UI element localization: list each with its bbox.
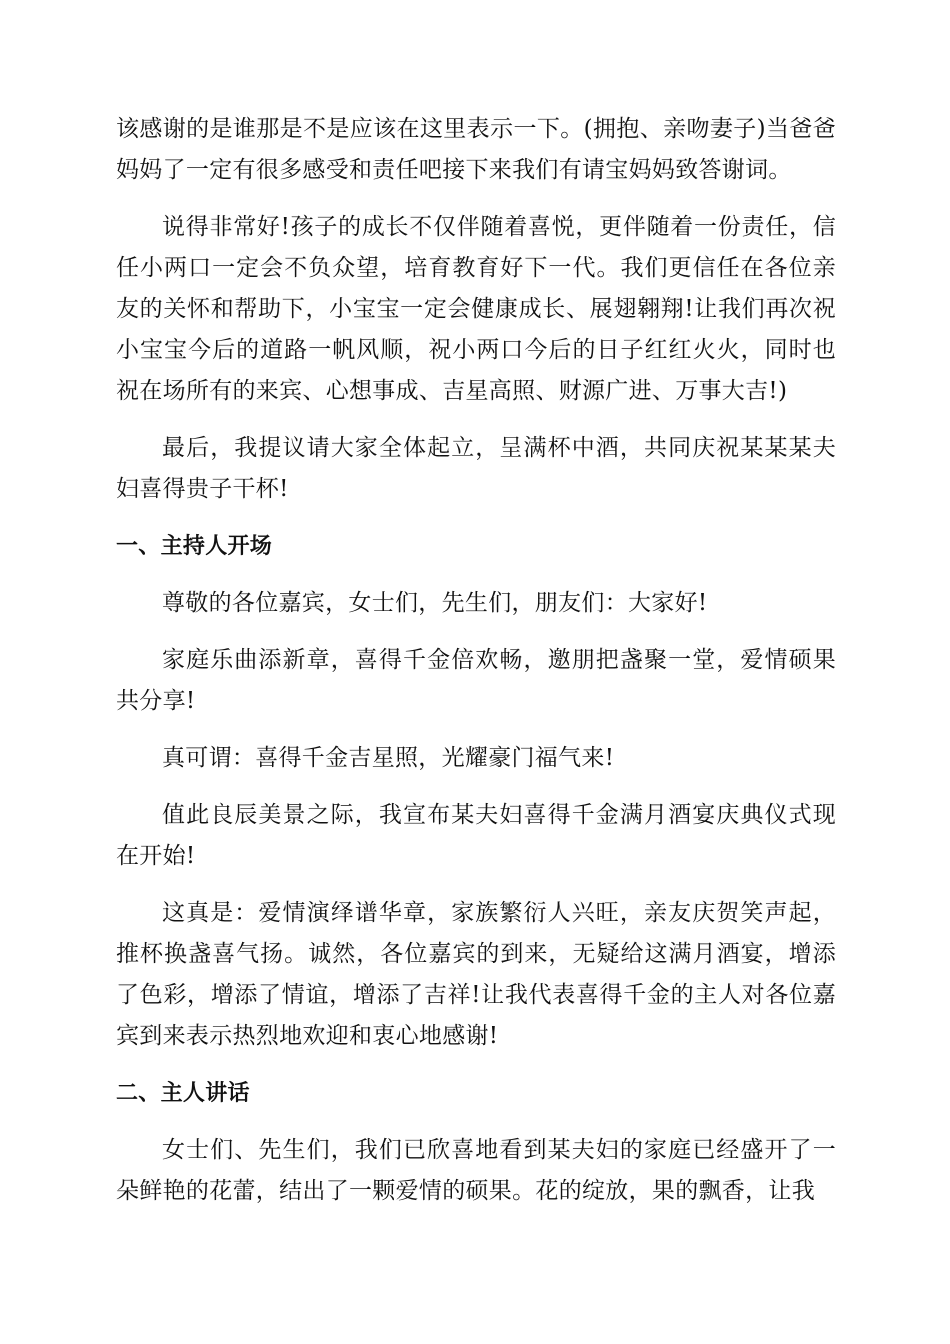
paragraph-announcement: 值此良辰美景之际，我宣布某夫妇喜得千金满月酒宴庆典仪式现在开始!: [116, 802, 836, 869]
paragraph-greeting: 尊敬的各位嘉宾，女士们，先生们，朋友们：大家好!: [162, 590, 708, 616]
paragraph-speech-start: 女士们、先生们，我们已欣喜地看到某夫妇的家庭已经盛开了一朵鲜艳的花蕾，结出了一颗爱情的硕果。花的绽放，果的飘香，让我: [116, 1137, 836, 1204]
section-heading-host-speech: 二、主人讲话: [116, 1081, 250, 1106]
paragraph-welcome: 这真是：爱情演绎谱华章，家族繁衍人兴旺，亲友庆贺笑声起，推杯换盏喜气扬。诚然，各位嘉宾的到来，无疑给这满月酒宴，增添了色彩，增添了情谊，增添了吉祥!让我代表喜得千金的主人对各位嘉宾到来表示热烈地欢迎和衷心地感谢!: [116, 900, 836, 1049]
paragraph-saying: 真可谓：喜得千金吉星照，光耀豪门福气来!: [162, 745, 615, 771]
paragraph-blessing: 说得非常好!孩子的成长不仅伴随着喜悦，更伴随着一份责任，信任小两口一定会不负众望，培育教育好下一代。我们更信任在各位亲友的关怀和帮助下，小宝宝一定会健康成长、展翅翱翔!让我们再次祝小宝宝今后的道路一帆风顺，祝小两口今后的日子红红火火，同时也祝在场所有的来宾、心想事成、吉星高照、财源广进、万事大吉!): [116, 214, 836, 404]
paragraph-continued: 该感谢的是谁那是不是应该在这里表示一下。(拥抱、亲吻妻子)当爸爸妈妈了一定有很多感受和责任吧接下来我们有请宝妈妈致答谢词。: [116, 116, 836, 183]
paragraph-verse: 家庭乐曲添新章，喜得千金倍欢畅，邀朋把盏聚一堂，爱情硕果共分享!: [116, 647, 836, 714]
paragraph-toast: 最后，我提议请大家全体起立，呈满杯中酒，共同庆祝某某某夫妇喜得贵子干杯!: [116, 435, 836, 502]
section-heading-host-opening: 一、主持人开场: [116, 534, 273, 559]
document-body: [116, 109, 836, 1228]
